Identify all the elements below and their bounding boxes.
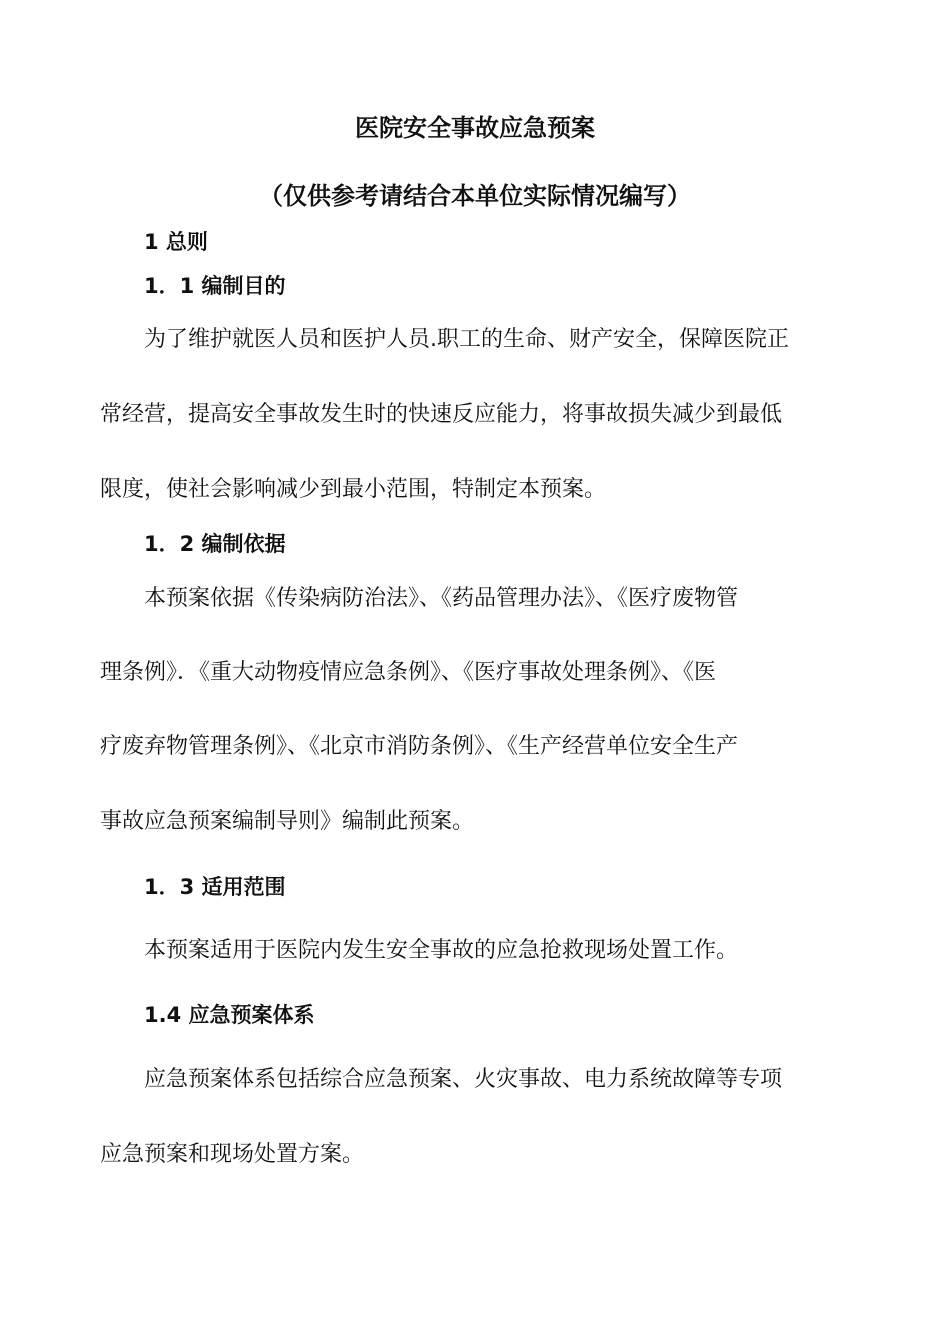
section-heading-1-2: 1．2 编制依据 — [144, 532, 286, 556]
paragraph-line: 为了维护就医人员和医护人员.职工的生命、财产安全，保障医院正 — [144, 327, 789, 352]
paragraph-line: 疗废弃物管理条例》、《北京市消防条例》、《生产经营单位安全生产 — [100, 734, 739, 759]
section-heading-1-3: 1．3 适用范围 — [144, 875, 286, 899]
paragraph-line: 本预案适用于医院内发生安全事故的应急抢救现场处置工作。 — [144, 938, 739, 963]
section-heading-1: 1 总则 — [144, 230, 208, 254]
section-heading-1-1: 1．1 编制目的 — [144, 274, 286, 298]
paragraph-line: 事故应急预案编制导则》编制此预案。 — [100, 809, 475, 834]
paragraph-line: 常经营，提高安全事故发生时的快速反应能力，将事故损失减少到最低 — [100, 402, 783, 427]
paragraph-line: 理条例》．《重大动物疫情应急条例》、《医疗事故处理条例》、《医 — [100, 660, 717, 685]
paragraph-line: 本预案依据《传染病防治法》、《药品管理办法》、《医疗废物管 — [144, 586, 739, 611]
paragraph-line: 限度，使社会影响减少到最小范围，特制定本预案。 — [100, 477, 607, 502]
document-title: 医院安全事故应急预案 — [355, 114, 595, 142]
section-heading-1-4: 1.4 应急预案体系 — [144, 1003, 315, 1027]
document-subtitle: （仅供参考请结合本单位实际情况编写） — [259, 182, 691, 210]
paragraph-line: 应急预案体系包括综合应急预案、火灾事故、电力系统故障等专项 — [144, 1067, 783, 1092]
paragraph-line: 应急预案和现场处置方案。 — [100, 1142, 365, 1167]
